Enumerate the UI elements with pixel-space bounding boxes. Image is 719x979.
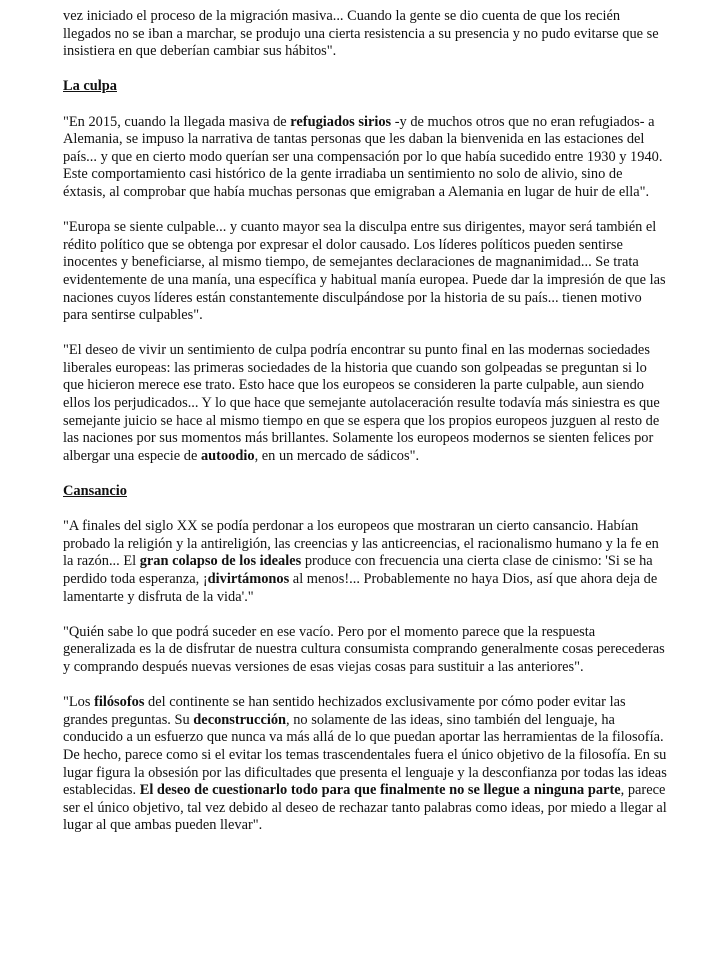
text-run: -y de muchos otros que no eran refugiados- a Alemania, se impuso la narrativa de tantas personas que les daban la bienvenida en las estaciones del país... y que en cierto modo querían ser una compensación por lo que había sucedido entre 1930 y 1940. Este comportamiento casi histórico de la gente irradiaba un sentimiento no solo de alivio, sino de éxtasis, al comprobar que había muchas personas que emigraban a Alemania en lugar de huir de ella". [63,113,663,200]
text-run: , parece ser el único objetivo, tal vez debido al deseo de rechazar tanto palabras como ideas, por miedo a llegar al lugar al que ambas pueden llevar". [63,782,667,834]
bold-phrase: autoodio [200,447,255,464]
cansancio-paragraph-1 [63,518,667,606]
bold-phrase: filósofos [94,694,145,711]
culpa-paragraph-1 [63,114,667,202]
document-body [63,8,667,853]
text-run: "A finales del siglo XX se podía perdonar a los europeos que mostraran un cierto cansancio. Habían probado la religión y la antireligión, las creencias y las anticreencias, el racionalismo humano y la fe en la razón... El [63,518,659,570]
text-run: produce con frecuencia una cierta clase de cinismo: 'Si se ha perdido toda esperanza, ¡ [63,553,653,587]
text-run: "El deseo de vivir un sentimiento de culpa podría encontrar su punto final en las modernas sociedades liberales europeas: las primeras sociedades de la historia que cuando son golpeadas se preguntan si lo que hicieron merece ese trato. Esto hace que los europeos se consideren la parte culpable, aun siendo ellos los perjudicados... Y lo que hace que semejante autolaceración resulte todavía más siniestra es que semejante juicio se hace al mismo tiempo en que se espera que los propios europeos juzguen al resto de las naciones por sus momentos más brillantes. Solamente los europeos modernos se sienten felices por albergar una especie de [63,342,660,464]
culpa-paragraph-2: "Europa se siente culpable... y cuanto mayor sea la disculpa entre sus dirigentes, mayor será también el rédito político que se obtenga por expresar el dolor causado. Los líderes políticos pueden sentirse inocentes y beneficiarse, al mismo tiempo, de semejantes declaraciones de magnanimidad... Se trata evidentemente de una manía, una específica y habitual manía europea. Puede dar la impresión de que las naciones cuyos líderes están constantemente disculpándose por la historia de su país... tienen motivo para sentirse culpables". [63,219,666,324]
culpa-paragraph-3 [63,342,667,465]
heading-la-culpa: La culpa [63,78,117,95]
text-run: al menos!... Probablemente no haya Dios, así que ahora deja de lamentarte y disfruta de la vida'." [63,571,658,605]
text-run: , no solamente de las ideas, sino también del lenguaje, ha conducido a un esfuerzo que nunca va más allá de lo que puedan aportar las herramientas de la filosofía. De hecho, parece como si el evitar los temas trascendentales fuera el único objetivo de la filosofía. En su lugar figura la obsesión por las dificultades que presenta el lenguaje y la desconfianza por todas las ideas establecidas. [63,711,667,799]
heading-cansancio: Cansancio [63,483,127,500]
text-run: , en un mercado de sádicos". [254,447,420,464]
intro-paragraph: vez iniciado el proceso de la migración masiva... Cuando la gente se dio cuenta de que los recién llegados no se iban a marchar, se produjo una cierta resistencia a su presencia y no pudo evitarse que se insistiera en que deberían cambiar sus hábitos". [63,8,659,60]
text-run: "Los [63,694,95,711]
text-run: del continente se han sentido hechizados exclusivamente por cómo poder evitar las grandes preguntas. Su [63,694,626,728]
bold-phrase: deconstrucción [193,711,287,728]
cansancio-paragraph-2: "Quién sabe lo que podrá suceder en ese vacío. Pero por el momento parece que la respuesta generalizada es la de disfrutar de nuestra cultura consumista comprando generalmente cosas perecederas y comprando después nuevas versiones de esas viejas cosas para sustituir a las anteriores". [63,623,665,675]
text-run: "En 2015, cuando la llegada masiva de [63,113,291,130]
bold-phrase: El deseo de cuestionarlo todo para que finalmente no se llegue a ninguna parte [139,782,621,799]
bold-phrase: divirtámonos [207,571,290,587]
cansancio-paragraph-3 [63,694,667,835]
bold-phrase: refugiados sirios [290,113,392,130]
bold-phrase: gran colapso de los ideales [139,553,302,570]
